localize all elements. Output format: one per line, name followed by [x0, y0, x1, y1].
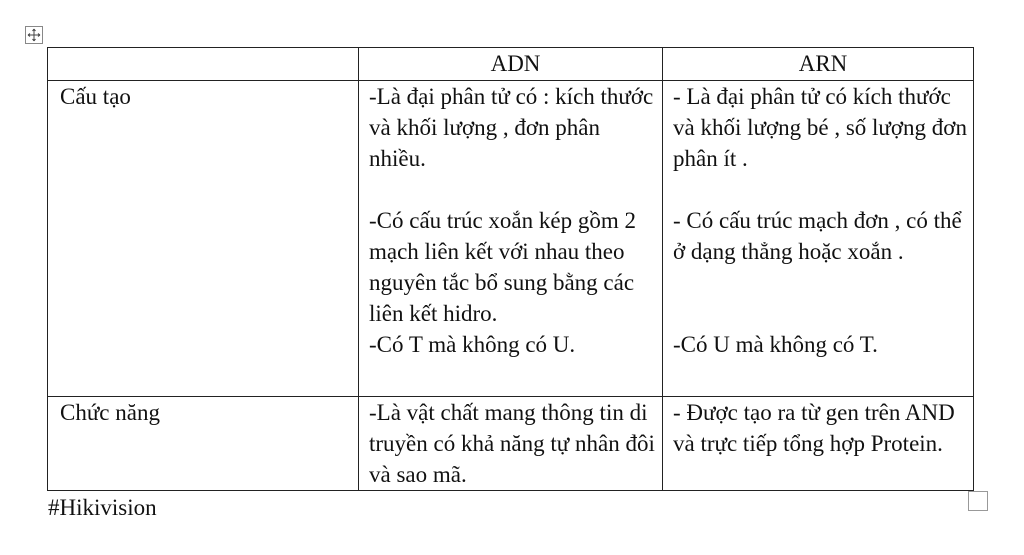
header-arn[interactable]: ARN	[663, 48, 974, 81]
cell-arn-cau-tao[interactable]	[663, 81, 974, 397]
table-header-row	[48, 48, 974, 81]
paragraph-spacer	[369, 174, 658, 205]
adn-structure-bases: -Có T mà không có U.	[369, 332, 576, 357]
paragraph-spacer	[673, 267, 969, 298]
table-row	[48, 397, 974, 491]
cell-arn-chuc-nang[interactable]	[663, 397, 974, 491]
row-label-chuc-nang[interactable]: Chức năng	[48, 397, 359, 491]
adn-function: -Là vật chất mang thông tin di truyền có khả năng tự nhân đôi và sao mã.	[369, 400, 655, 487]
arn-structure-size: - Là đại phân tử có kích thước và khối lượng bé , số lượng đơn phân ít .	[673, 84, 967, 171]
paragraph-spacer	[673, 174, 969, 205]
adn-structure-size: -Là đại phân tử có : kích thước và khối lượng , đơn phân nhiều.	[369, 84, 654, 171]
arn-structure-strand: - Có cấu trúc mạch đơn , có thể ở dạng thẳng hoặc xoắn .	[673, 208, 962, 264]
arn-structure-bases: -Có U mà không có T.	[673, 332, 878, 357]
row-label-cau-tao[interactable]: Cấu tạo	[48, 81, 359, 397]
table-move-handle[interactable]	[25, 26, 43, 44]
move-icon	[27, 28, 41, 42]
comparison-table	[47, 47, 974, 491]
cell-adn-chuc-nang[interactable]	[359, 397, 663, 491]
arn-function: - Được tạo ra từ gen trên AND và trực tiếp tổng hợp Protein.	[673, 400, 955, 456]
footer-hashtag: #Hikivision	[48, 495, 157, 520]
header-adn[interactable]: ADN	[359, 48, 663, 81]
table-row	[48, 81, 974, 397]
header-empty-cell[interactable]	[48, 48, 359, 81]
resize-icon[interactable]	[968, 491, 988, 511]
cell-adn-cau-tao[interactable]	[359, 81, 663, 397]
paragraph-spacer	[673, 298, 969, 329]
adn-structure-helix: -Có cấu trúc xoắn kép gồm 2 mạch liên kết với nhau theo nguyên tắc bổ sung bằng các liên kết hidro.	[369, 208, 636, 326]
